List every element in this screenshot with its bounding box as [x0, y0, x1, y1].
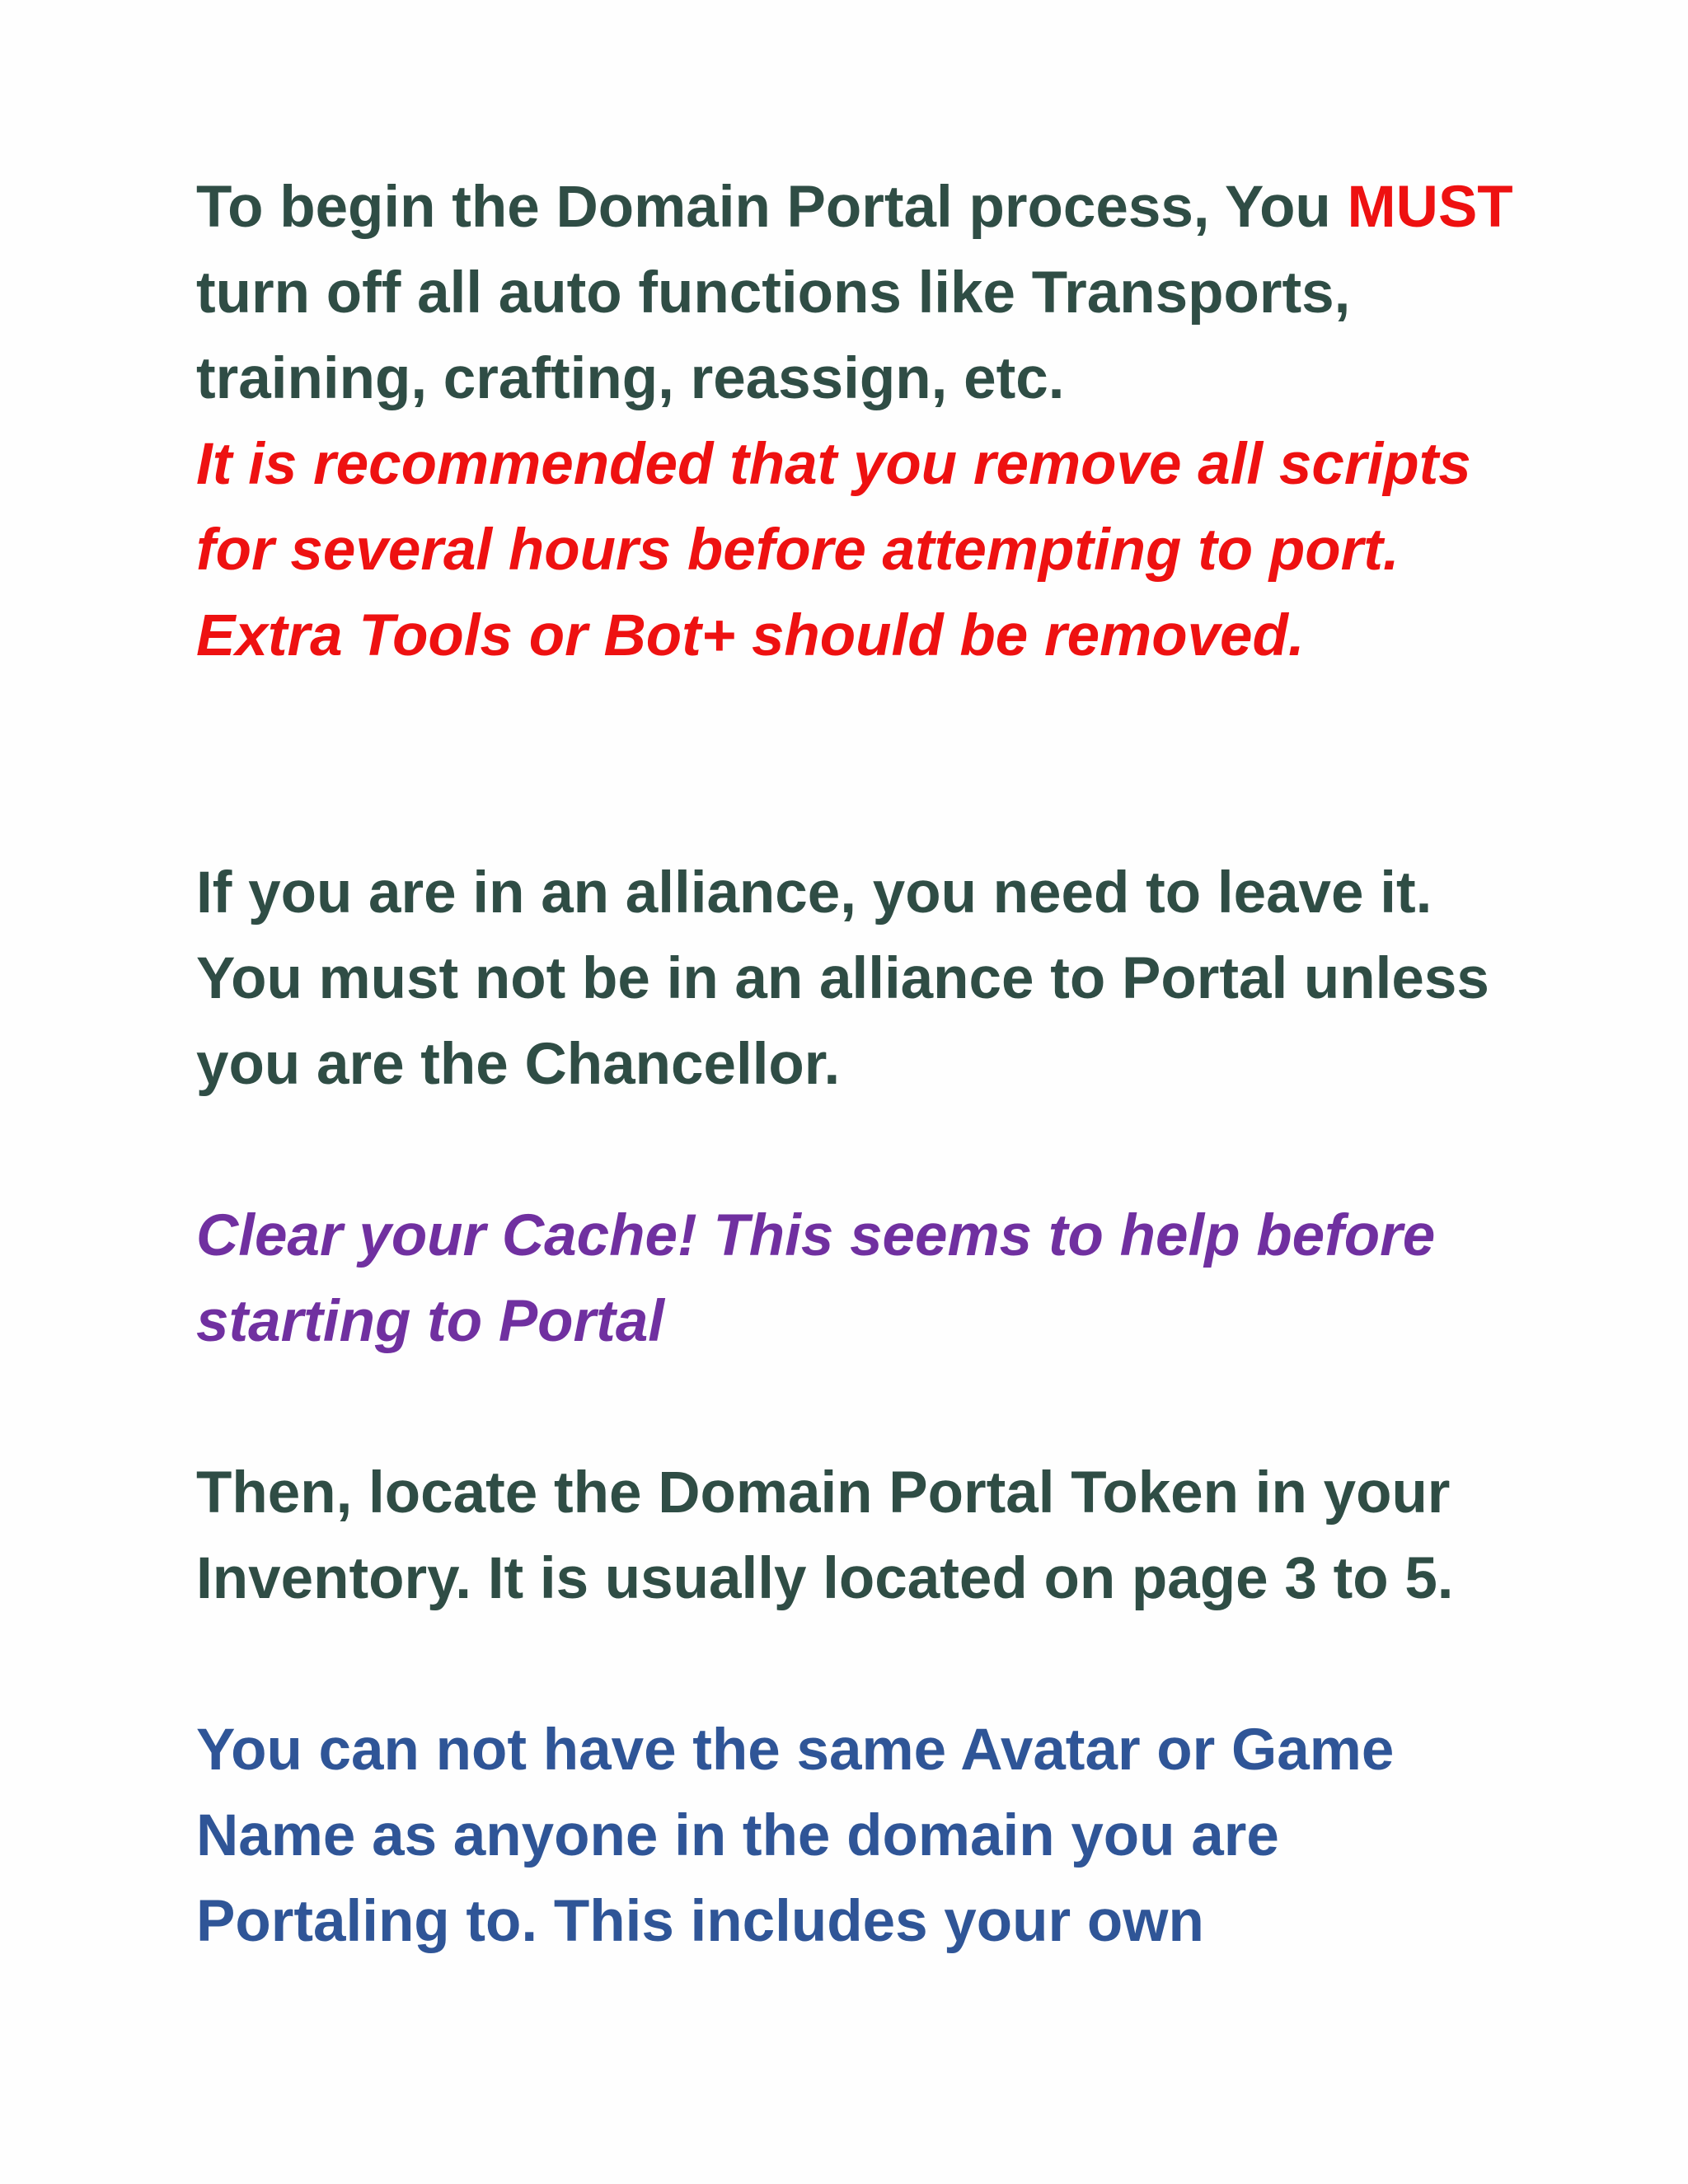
paragraph-clear-cache: Clear your Cache! This seems to help before starting to Portal — [196, 1203, 1436, 1354]
paragraph-text: turn off all auto functions like Transports, training, crafting, reassign, etc. — [196, 260, 1351, 411]
paragraph-alliance: If you are in an alliance, you need to leave it. You must not be in an alliance to Portal unless you are the Chancellor. — [196, 860, 1489, 1097]
document-body — [196, 165, 1531, 1965]
paragraph-auto-functions — [196, 165, 1531, 422]
paragraph-scripts-warning: It is recommended that you remove all scripts for several hours before attempting to port. Extra Tools or Bot+ should be removed. — [196, 432, 1471, 668]
must-emphasis: MUST — [1347, 175, 1513, 240]
paragraph-text: To begin the Domain Portal process, You — [196, 175, 1348, 240]
paragraph-locate-token: Then, locate the Domain Portal Token in your Inventory. It is usually located on page 3 to 5. — [196, 1460, 1454, 1611]
paragraph-avatar-name: You can not have the same Avatar or Game Name as anyone in the domain you are Portaling to. This includes your own — [196, 1718, 1395, 1954]
